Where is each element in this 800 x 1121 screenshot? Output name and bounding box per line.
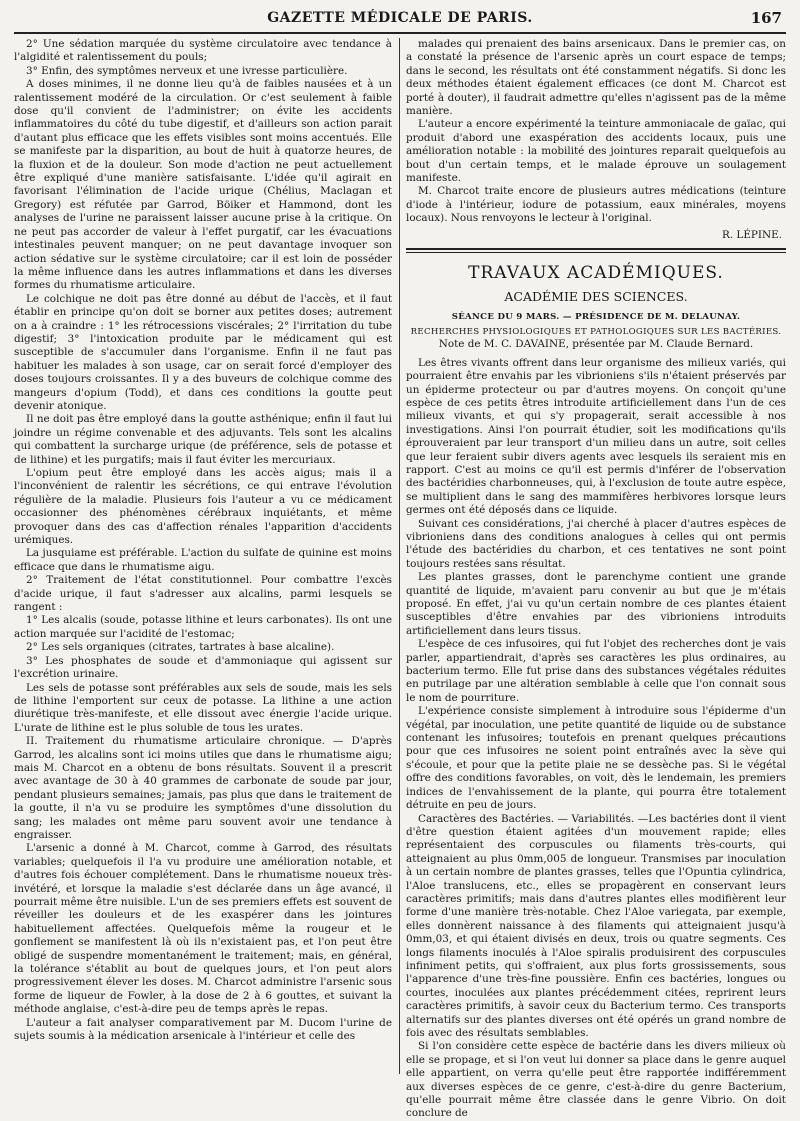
paragraph: 2° Une sédation marquée du système circulatoire avec tendance à l'algidité et ralentissement du pouls; bbox=[14, 38, 392, 64]
paragraph: L'espèce de ces infusoires, qui fut l'objet des recherches dont je vais parler, appartiendrait, d'après ses caractères les plus ordinaires, au bacterium termo. Elle fut prise dans des substances végétales réduites en putrilage par une altération semblable à celle que l'on connait sous le nom de pourriture. bbox=[406, 638, 786, 704]
paragraph: L'expérience consiste simplement à introduire sous l'épiderme d'un végétal, par inoculation, une petite quantité de liquide ou de substance contenant les infusoires; toutefois en prenant quelques précautions pour que ces infusoires ne soient point entraînés avec la sève qui s'écoule, et pour que la petite plaie ne se dessèche pas. Si le végétal offre des conditions favorables, on voit, dès le lendemain, les premiers indices de l'envahissement de la plante, qui pourra être totalement détruite en peu de jours. bbox=[406, 705, 786, 812]
paragraph: 3° Enfin, des symptômes nerveux et une ivresse particulière. bbox=[26, 64, 348, 77]
paragraph: Les plantes grasses, dont le parenchyme contient une grande quantité de liquide, m'avaient paru convenir au but que je m'étais proposé. En effet, j'ai vu qu'un certain nombre de ces plantes étaient susceptibles d'être envahies par des vibrioniens introduits artificiellement dans leurs tissus. bbox=[406, 571, 786, 637]
page-number: 167 bbox=[750, 9, 782, 27]
section-subtitle: ACADÉMIE DES SCIENCES. bbox=[504, 288, 688, 304]
paragraph: malades qui prenaient des bains arsenicaux. Dans le premier cas, on a constaté la présence de l'arsenic après un court espace de temps; dans le second, les résultats ont été constamment négatifs. Si donc les deux méthodes étaient également efficaces (ce dont M. Charcot est porté à douter), il faudrait admettre qu'elles n'agissent pas de la même manière. bbox=[406, 38, 786, 118]
paragraph: L'opium peut être employé dans les accès aigus; mais il a l'inconvénient de ralentir les sécrétions, ce qui entrave l'évolution régulière de la maladie. Plusieurs fois l'auteur a vu ce médicament occasionner des phénomènes cérébraux inquiétants, et même provoquer dans des cas d'affection rénales l'apparition d'accidents urémiques. bbox=[14, 467, 392, 547]
journal-title: GAZETTE MÉDICALE DE PARIS. bbox=[267, 10, 533, 26]
paragraph: Caractères des Bactéries. — Variabilités. —Les bactéries dont il vient d'être question étaient agitées d'un mouvement rapide; elles représentaient des corpuscules ou filaments très-courts, qui atteignaient au plus 0mm,005 de longueur. Transmises par inoculation à un certain nombre de plantes grasses, telles que l'Opuntia cylindrica, l'Aloe translucens, etc., elles se propagèrent en conservant leurs caractères primitifs; mais dans d'autres plantes elles modifièrent leur forme d'une manière très-notable. Chez l'Aloe variegata, par exemple, elles donnèrent naissance à des filaments qui atteignaient jusqu'à 0mm,03, et qui étaient divisés en deux, trois ou quatre segments. Ces longs filaments inoculés à l'Aloe spiralis produisirent des corpuscules infiniment petits, qui s'offraient, aux plus forts grossissements, sous l'apparence d'une très-fine poussière. Enfin ces bactéries, longues ou courtes, inoculées aux plantes précédemment citées, reprirent leurs caractères primitifs, à savoir ceux du Bacterium termo. Ces transports alternatifs sur des plantes diverses ont été opérés un grand nombre de fois avec des résultats semblables. bbox=[406, 812, 786, 1039]
paragraph: 1° Les alcalis (soude, potasse lithine et leurs carbonates). Ils ont une action marquée sur l'acidité de l'estomac; bbox=[14, 614, 392, 640]
paragraph: M. Charcot traite encore de plusieurs autres médications (teinture d'iode à l'intérieur, iodure de potassium, eaux minérales, moyens locaux). Nous renvoyons le lecteur à l'original. bbox=[406, 185, 786, 225]
seance-line: SÉANCE DU 9 MARS. — PRÉSIDENCE DE M. DELAUNAY. bbox=[451, 311, 741, 322]
column-divider bbox=[399, 38, 400, 1074]
paragraph: Si l'on considère cette espèce de bactérie dans les divers milieux où elle se propage, et si l'on veut lui donner sa place dans le genre auquel elle appartient, on verra qu'elle peut être rapportée indifféremment aux diverses espèces de ce genre, c'est-à-dire du genre Bacterium, qu'elle pourrait même être classée dans le genre Vibrio. On doit conclure de bbox=[406, 1040, 786, 1120]
paragraph: La jusquiame est préférable. L'action du sulfate de quinine est moins efficace que dans le rhumatisme aigu. bbox=[14, 547, 392, 573]
paragraph: 2° Les sels organiques (citrates, tartrates à base alcaline). bbox=[26, 641, 335, 654]
paragraph: Le colchique ne doit pas être donné au début de l'accès, et il faut établir en principe qu'on doit se borner aux petites doses; autrement on a à craindre : 1° les rétrocessions viscérales; 2° l'irritation du tube digestif; 3° l'intoxication produite par le médicament qui est susceptible de s'accumuler dans l'organisme. Enfin il ne faut pas habituer les malades à son usage, car on serait forcé d'employer des doses toujours croissantes. Il y a des buveurs de colchique comme des mangeurs d'opium (Todd), et dans ces conditions la goutte peut devenir atonique. bbox=[14, 292, 392, 412]
paragraph: Les sels de potasse sont préférables aux sels de soude, mais les sels de lithine l'emportent sur ceux de potasse. La lithine a une action diurétique très-manifeste, et elle dissout avec énergie l'acide urique. L'urate de lithine est le plus soluble de tous les urates. bbox=[14, 681, 392, 734]
section-title: TRAVAUX ACADÉMIQUES. bbox=[468, 262, 724, 283]
newspaper-page bbox=[14, 8, 786, 1120]
signature: R. LÉPINE. bbox=[722, 228, 782, 241]
research-title: RECHERCHES PHYSIOLOGIQUES ET PATHOLOGIQUES SUR LES BACTÉRIES. bbox=[410, 326, 782, 337]
section-divider bbox=[406, 248, 786, 253]
paragraph: L'auteur a fait analyser comparativement par M. Ducom l'urine de sujets soumis à la médication arsenicale à l'intérieur et celle des bbox=[14, 1016, 392, 1043]
paragraph: L'arsenic a donné à M. Charcot, comme à Garrod, des résultats variables; quelquefois il l'a vu produire une amélioration notable, et d'autres fois échouer complétement. Dans le rhumatisme noueux très-invétéré, et lorsque la maladie s'est déclarée dans un âge avancé, il pourrait même être nuisible. L'un de ses premiers effets est souvent de réveiller les douleurs et de les exaspérer dans les jointures habituellement affectées. Quelquefois même la rougeur et le gonflement se manifestent là où ils n'existaient pas, et l'on peut être obligé de suspendre momentanément le traitement; mais, en général, la tolérance s'établit au bout de quelques jours, et l'on peut alors progressivement élever les doses. M. Charcot administre l'arsenic sous forme de liqueur de Fowler, à la dose de 2 à 6 gouttes, et suivant la méthode anglaise, c'est-à-dire peu de temps après le repas. bbox=[14, 842, 392, 1016]
author-note: Note de M. C. DAVAINE, présentée par M. Claude Bernard. bbox=[438, 337, 754, 350]
paragraph: L'auteur a encore expérimenté la teinture ammoniacale de gaïac, qui produit d'abord une exaspération des accidents locaux, puis une amélioration notable : la mobilité des jointures reparait quelquefois au bout d'un certain temps, et le malade éprouve un soulagement manifeste. bbox=[406, 118, 786, 185]
left-column bbox=[14, 38, 392, 1074]
paragraph: II. Traitement du rhumatisme articulaire chronique. — D'après Garrod, les alcalins sont ici moins utiles que dans le rhumatisme aigu; mais M. Charcot en a obtenu de bons résultats. Souvent il a prescrit avec avantage de 30 à 40 grammes de carbonate de soude par jour, pendant plusieurs semaines; jamais, pas plus que dans le traitement de la goutte, il n'a vu se produire les symptômes d'une dissolution du sang; les malades ont même paru souvent avoir une tendance à engraisser. bbox=[14, 735, 392, 841]
paragraph: Suivant ces considérations, j'ai cherché à placer d'autres espèces de vibrioniens dans des conditions analogues à celles qui ont permis l'étude des bactéridies du charbon, et ces tentatives ne sont point toujours restées sans résultat. bbox=[406, 517, 786, 570]
paragraph: 3° Les phosphates de soude et d'ammoniaque qui agissent sur l'excrétion urinaire. bbox=[14, 654, 392, 681]
paragraph: Il ne doit pas être employé dans la goutte asthénique; enfin il faut lui joindre un régime convenable et des adjuvants. Tels sont les alcalins qui combattent la surcharge urique (de préférence, sels de potasse et de lithine) et les purgatifs; mais il faut éviter les mercuriaux. bbox=[14, 413, 392, 466]
columns bbox=[14, 38, 786, 1120]
page-header bbox=[14, 8, 786, 34]
right-column bbox=[406, 38, 786, 1120]
paragraph: Les êtres vivants offrent dans leur organisme des milieux variés, qui pourraient être envahis par les vibrioniens s'ils n'étaient préservés par un épiderme protecteur ou par d'autres moyens. On conçoit qu'une espèce de ces petits êtres introduite artificiellement dans l'un de ces milieux vivants, et qui s'y propagerait, serait accessible à nos investigations. Ainsi l'on pourrait étudier, soit les modifications qu'ils éprouveraient par leur transport d'un milieu dans un autre, soit celles que leur feraient subir divers agents avec lesquels ils seraient mis en rapport. C'est au moins ce qu'il est permis d'inférer de l'observation des bactéridies charbonneuses, qui, à l'exclusion de toute autre espèce, se multiplient dans le sang des mammifères herbivores lorsque leurs germes ont été déposés dans ce liquide. bbox=[406, 356, 786, 517]
paragraph: A doses minimes, il ne donne lieu qu'à de faibles nausées et à un ralentissement modéré de la circulation. Or c'est seulement à faible dose qu'il convient de l'administrer; on évite les accidents inflammatoires du côté du tube digestif, et d'ailleurs son action parait d'autant plus efficace que les effets visibles sont moins accentués. Elle se manifeste par la disparition, au bout de huit à quatorze heures, de la fluxion et de la douleur. Son mode d'action ne peut actuellement être expliqué d'une manière satisfaisante. L'idée qu'il agirait en favorisant l'élimination de l'acide urique (Chélius, Maclagan et Gregory) est réfutée par Garrod, Böiker et Hammond, dont les analyses de l'urine ne paraissent laisser aucune prise à la critique. On ne peut pas accorder de valeur à l'effet purgatif, car les évacuations intestinales peuvent manquer; on ne peut davantage invoquer son action sédative sur le système circulatoire; car il est loin de posséder la même influence dans les autres inflammations et dans les diverses formes du rhumatisme articulaire. bbox=[14, 78, 392, 292]
paragraph: 2° Traitement de l'état constitutionnel. Pour combattre l'excès d'acide urique, il faut s'adresser aux alcalins, parmi lesquels se rangent : bbox=[14, 574, 392, 614]
